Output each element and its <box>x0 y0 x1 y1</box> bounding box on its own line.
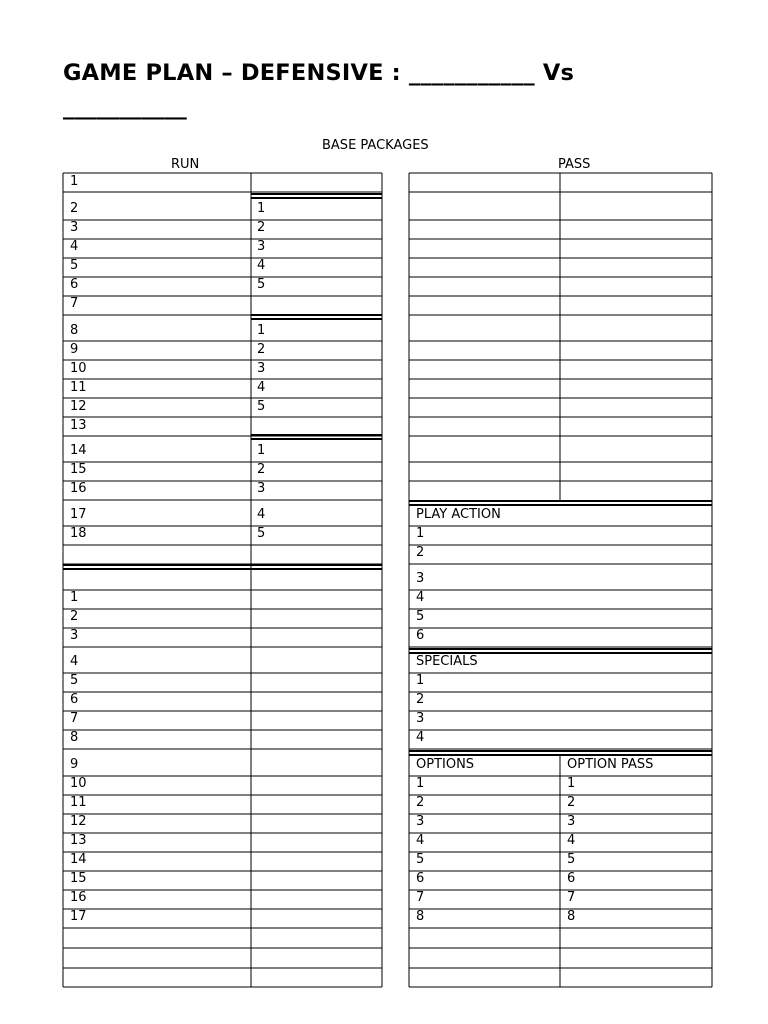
cell-number: 5 <box>416 852 425 867</box>
cell-number: 9 <box>70 757 79 772</box>
cell-number: 7 <box>416 890 425 905</box>
cell-number: 3 <box>70 628 79 643</box>
cell-number: 1 <box>567 776 576 791</box>
cell-number: 4 <box>70 654 79 669</box>
cell-number: 2 <box>416 545 425 560</box>
cell-number: 6 <box>416 871 425 886</box>
cell-number: 1 <box>416 673 425 688</box>
cell-number: 5 <box>567 852 576 867</box>
cell-number: 4 <box>416 730 425 745</box>
cell-number: 7 <box>567 890 576 905</box>
cell-number: 2 <box>257 220 266 235</box>
cell-number: 7 <box>70 296 79 311</box>
cell-number: 6 <box>70 692 79 707</box>
cell-number: OPTIONS <box>416 757 475 772</box>
cell-number: 2 <box>257 342 266 357</box>
cell-number: 4 <box>257 258 266 273</box>
cell-number: 2 <box>416 795 425 810</box>
opponent-blank: ___________ <box>63 94 187 120</box>
cell-number: 11 <box>70 380 87 395</box>
cell-number: 3 <box>416 711 425 726</box>
cell-number: SPECIALS <box>416 654 478 669</box>
cell-number: 14 <box>70 443 87 458</box>
base-packages-heading: BASE PACKAGES <box>322 138 429 153</box>
page-title: GAME PLAN – DEFENSIVE : ___________ Vs <box>63 60 575 86</box>
cell-number: 5 <box>257 277 266 292</box>
cell-number: 6 <box>567 871 576 886</box>
cell-number: 8 <box>70 730 79 745</box>
cell-number: 14 <box>70 852 87 867</box>
cell-number: 1 <box>416 776 425 791</box>
cell-number: 6 <box>416 628 425 643</box>
cell-number: 2 <box>70 201 79 216</box>
cell-number: 4 <box>257 380 266 395</box>
cell-number: 17 <box>70 909 87 924</box>
cell-number: OPTION PASS <box>567 757 654 772</box>
cell-number: 17 <box>70 507 87 522</box>
cell-number: 5 <box>70 673 79 688</box>
cell-number: 9 <box>70 342 79 357</box>
cell-number: 1 <box>257 443 266 458</box>
cell-number: 1 <box>70 174 79 189</box>
cell-number: 7 <box>70 711 79 726</box>
cell-number: 13 <box>70 833 87 848</box>
cell-number: 16 <box>70 481 87 496</box>
cell-number: 12 <box>70 814 87 829</box>
cell-number: 3 <box>257 361 266 376</box>
cell-number: 2 <box>70 609 79 624</box>
cell-number: 2 <box>416 692 425 707</box>
cell-number: 2 <box>567 795 576 810</box>
cell-number: 8 <box>567 909 576 924</box>
cell-number: 4 <box>70 239 79 254</box>
cell-number: 15 <box>70 871 87 886</box>
cell-number: 1 <box>70 590 79 605</box>
cell-number: 5 <box>257 399 266 414</box>
cell-number: 4 <box>416 833 425 848</box>
cell-number: 1 <box>257 323 266 338</box>
cell-number: 4 <box>567 833 576 848</box>
cell-number: 11 <box>70 795 87 810</box>
cell-number: 16 <box>70 890 87 905</box>
cell-number: 4 <box>257 507 266 522</box>
cell-number: 5 <box>416 609 425 624</box>
cell-number: 1 <box>416 526 425 541</box>
cell-number: 3 <box>416 814 425 829</box>
run-heading: RUN <box>171 157 200 172</box>
cell-number: 15 <box>70 462 87 477</box>
cell-number: 18 <box>70 526 87 541</box>
cell-number: 10 <box>70 361 87 376</box>
cell-number: 8 <box>416 909 425 924</box>
pass-heading: PASS <box>558 157 591 172</box>
cell-number: 10 <box>70 776 87 791</box>
cell-number: 3 <box>257 239 266 254</box>
cell-number: 1 <box>257 201 266 216</box>
cell-number: 5 <box>257 526 266 541</box>
cell-number: 3 <box>416 571 425 586</box>
cell-number: 2 <box>257 462 266 477</box>
cell-number: 4 <box>416 590 425 605</box>
cell-number: 8 <box>70 323 79 338</box>
cell-number: 3 <box>567 814 576 829</box>
cell-number: 5 <box>70 258 79 273</box>
cell-number: 6 <box>70 277 79 292</box>
cell-number: 3 <box>257 481 266 496</box>
cell-number: PLAY ACTION <box>416 507 501 522</box>
cell-number: 13 <box>70 418 87 433</box>
cell-number: 3 <box>70 220 79 235</box>
cell-number: 12 <box>70 399 87 414</box>
